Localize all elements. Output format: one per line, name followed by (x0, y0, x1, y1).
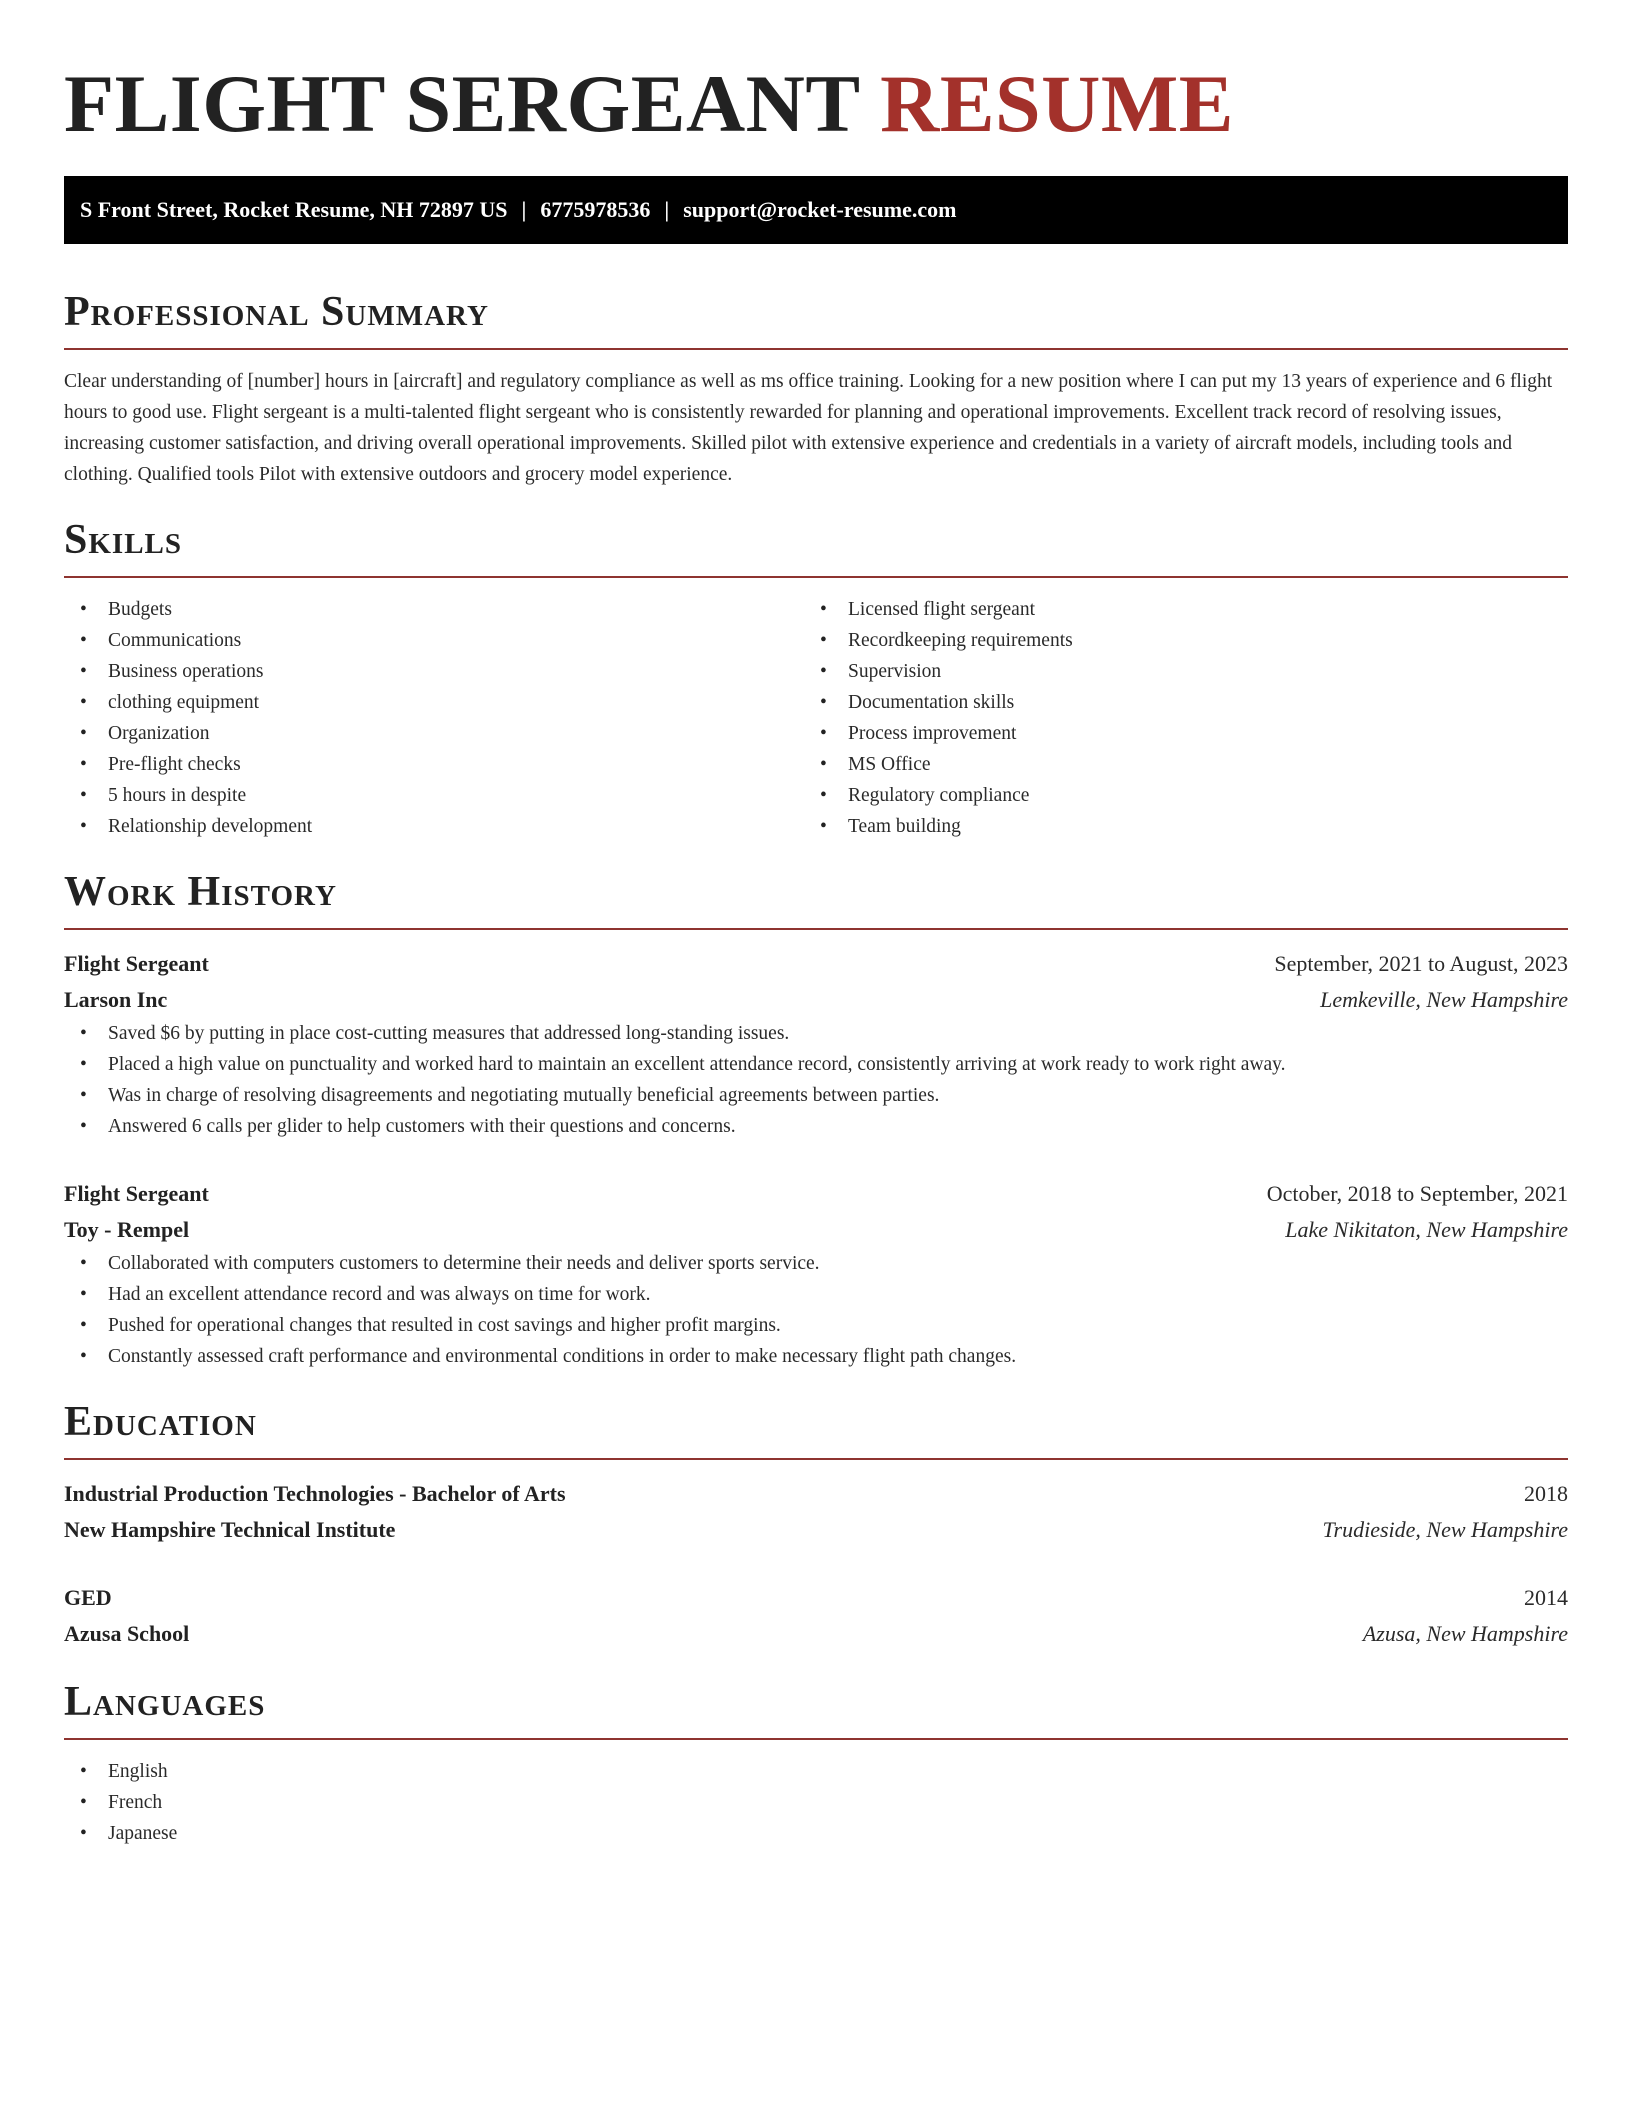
work-history-section (64, 868, 1568, 1372)
section-divider (64, 1458, 1568, 1460)
education-heading: Education (64, 1399, 257, 1445)
skill-item: • Process improvement (804, 718, 1544, 749)
job-bullet: • Had an excellent attendance record and was always on time for work. (64, 1279, 1568, 1310)
work-history-heading: Work History (64, 869, 337, 915)
job-dates: October, 2018 to September, 2021 (1266, 1181, 1568, 1206)
job-company-row (64, 982, 1568, 1018)
skill-item: • Documentation skills (804, 687, 1544, 718)
skill-item: • MS Office (804, 749, 1544, 780)
skill-item: • Licensed flight sergeant (804, 594, 1544, 625)
resume-page (64, 0, 1568, 1849)
education-location: Azusa, New Hampshire (1362, 1621, 1568, 1646)
contact-separator: | (521, 197, 527, 222)
languages-list (64, 1756, 1568, 1849)
job-entry (64, 946, 1568, 1142)
languages-section (64, 1678, 1568, 1849)
section-divider (64, 576, 1568, 578)
skill-item: • Communications (64, 625, 804, 656)
education-school-row (64, 1512, 1568, 1548)
skill-item: • Recordkeeping requirements (804, 625, 1544, 656)
job-bullet: • Pushed for operational changes that resulted in cost savings and higher profit margins. (64, 1310, 1568, 1341)
skills-list-right (804, 594, 1544, 842)
job-entry (64, 1176, 1568, 1372)
section-divider (64, 1738, 1568, 1740)
job-company: Toy - Rempel (64, 1217, 190, 1242)
title-accent: RESUME (880, 58, 1234, 149)
skill-item: • Business operations (64, 656, 804, 687)
education-year: 2014 (1524, 1585, 1568, 1610)
job-bullet: • Collaborated with computers customers to determine their needs and deliver sports service. (64, 1248, 1568, 1279)
summary-text: Clear understanding of [number] hours in [aircraft] and regulatory compliance as well as ms office training. Looking for a new position where I can put my 13 years of experience and 6 flight hours to good use. Flight sergeant is a multi-talented flight sergeant who is consistently rewarded for planning and operational improvements. Excellent track record of resolving issues, increasing customer satisfaction, and driving overall operational improvements. Skilled pilot with extensive experience and credentials in a variety of aircraft models, including tools and clothing. Qualified tools Pilot with extensive outdoors and grocery model experience. (64, 371, 1553, 485)
education-degree-row (64, 1476, 1568, 1512)
skills-heading: Skills (64, 517, 183, 563)
skill-item: • Regulatory compliance (804, 780, 1544, 811)
job-title-row (64, 946, 1568, 982)
skills-columns (64, 594, 1568, 842)
skill-item: • Supervision (804, 656, 1544, 687)
contact-address: S Front Street, Rocket Resume, NH 72897 US (80, 197, 508, 222)
language-item: • French (64, 1787, 1568, 1818)
skill-item: • 5 hours in despite (64, 780, 804, 811)
job-company-row (64, 1212, 1568, 1248)
job-company: Larson Inc (64, 987, 168, 1012)
education-location: Trudieside, New Hampshire (1322, 1517, 1568, 1542)
education-degree: GED (64, 1585, 112, 1610)
resume-title (64, 0, 1568, 150)
languages-heading: Languages (64, 1679, 266, 1725)
education-degree-row (64, 1580, 1568, 1616)
contact-separator: | (664, 197, 670, 222)
education-school: New Hampshire Technical Institute (64, 1517, 396, 1542)
job-bullet: • Constantly assessed craft performance and environmental conditions in order to make necessary flight path changes. (64, 1341, 1568, 1372)
section-divider (64, 928, 1568, 930)
job-bullet: • Placed a high value on punctuality and worked hard to maintain an excellent attendance record, consistently arriving at work ready to work right away. (64, 1049, 1568, 1080)
skill-item: • Team building (804, 811, 1544, 842)
job-bullet: • Saved $6 by putting in place cost-cutting measures that addressed long-standing issues. (64, 1018, 1568, 1049)
skill-item: • Pre-flight checks (64, 749, 804, 780)
contact-phone: 6775978536 (540, 197, 651, 222)
job-title: Flight Sergeant (64, 951, 209, 976)
language-item: • Japanese (64, 1818, 1568, 1849)
education-degree: Industrial Production Technologies - Bachelor of Arts (64, 1481, 566, 1506)
skill-item: • Budgets (64, 594, 804, 625)
section-divider (64, 348, 1568, 350)
job-bullet: • Answered 6 calls per glider to help customers with their questions and concerns. (64, 1111, 1568, 1142)
education-entry (64, 1476, 1568, 1548)
skills-list-left (64, 594, 804, 842)
job-dates: September, 2021 to August, 2023 (1274, 951, 1568, 976)
education-entry (64, 1580, 1568, 1652)
job-bullets (64, 1248, 1568, 1372)
education-school-row (64, 1616, 1568, 1652)
language-item: • English (64, 1756, 1568, 1787)
title-main: FLIGHT SERGEANT (64, 58, 860, 149)
skill-item: • clothing equipment (64, 687, 804, 718)
job-location: Lake Nikitaton, New Hampshire (1285, 1217, 1568, 1242)
contact-email: support@rocket-resume.com (683, 197, 957, 222)
job-location: Lemkeville, New Hampshire (1320, 987, 1568, 1012)
skill-item: • Organization (64, 718, 804, 749)
job-title-row (64, 1176, 1568, 1212)
education-section (64, 1398, 1568, 1652)
education-school: Azusa School (64, 1621, 190, 1646)
contact-bar (64, 176, 1568, 244)
skills-section (64, 516, 1568, 842)
job-bullets (64, 1018, 1568, 1142)
skill-item: • Relationship development (64, 811, 804, 842)
education-year: 2018 (1524, 1481, 1568, 1506)
summary-heading: Professional Summary (64, 289, 489, 335)
job-bullet: • Was in charge of resolving disagreements and negotiating mutually beneficial agreements between parties. (64, 1080, 1568, 1111)
summary-section (64, 288, 1568, 490)
job-title: Flight Sergeant (64, 1181, 209, 1206)
